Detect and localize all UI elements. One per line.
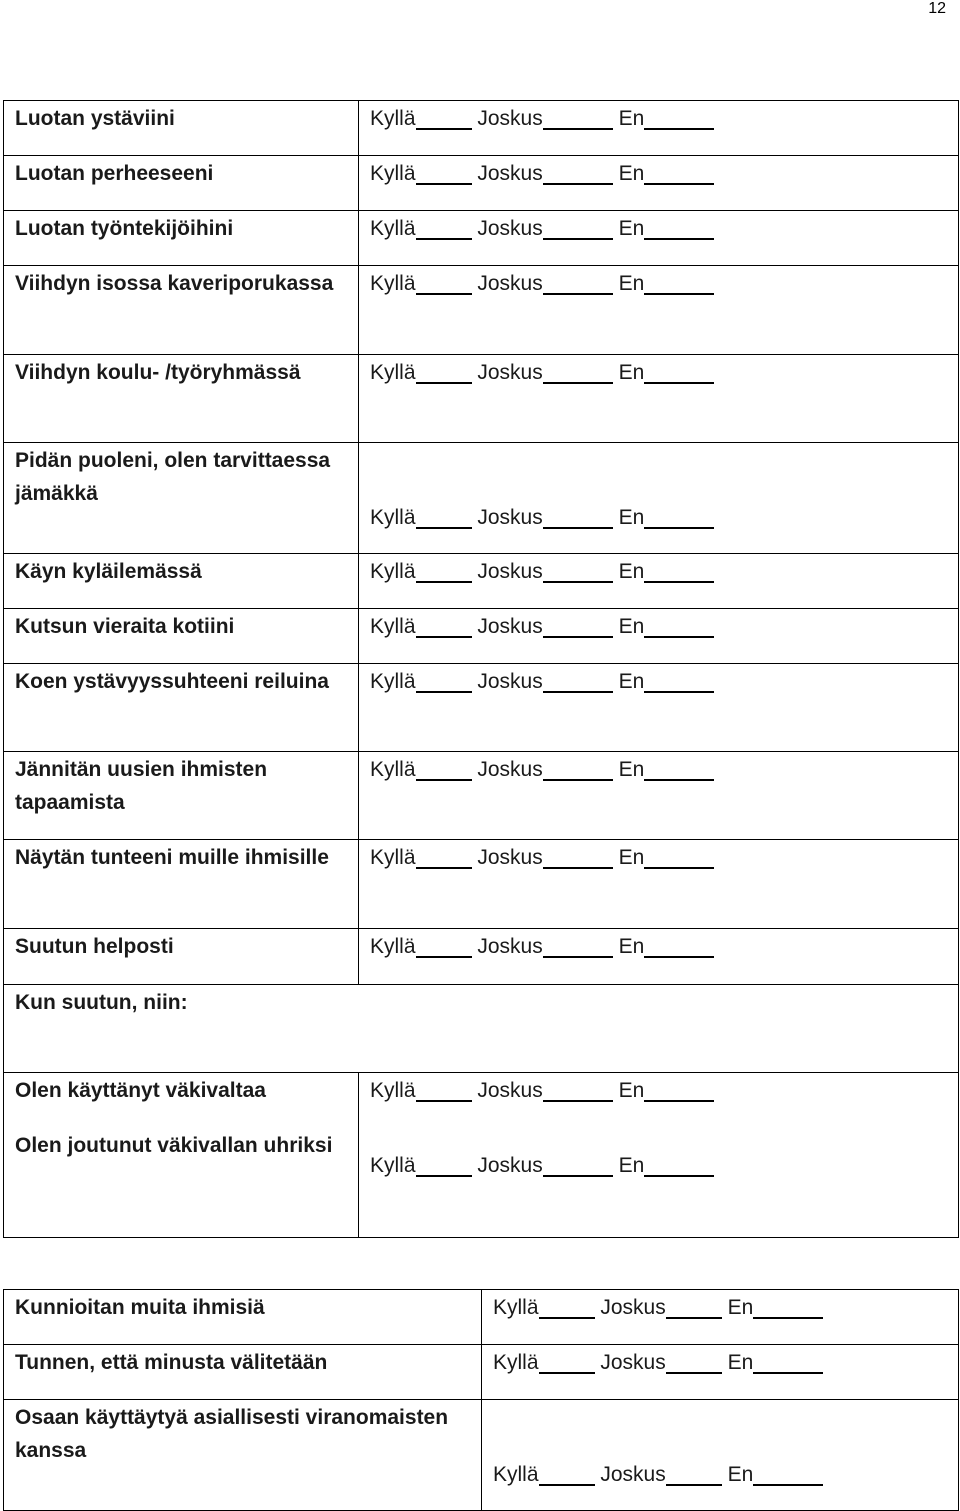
answer-yes: Kyllä	[370, 758, 416, 781]
answer-yes: Kyllä	[370, 846, 416, 869]
answer-cell	[359, 1073, 959, 1238]
answer-maybe: Joskus	[477, 758, 543, 781]
answer-maybe: Joskus	[477, 272, 543, 295]
answer-yes-blank[interactable]	[539, 1348, 595, 1374]
answer-yes-blank[interactable]	[416, 1151, 472, 1177]
answer-maybe-blank[interactable]	[666, 1348, 722, 1374]
answer-no: En	[618, 1079, 645, 1102]
answer-no-blank[interactable]	[644, 104, 714, 130]
answer-maybe: Joskus	[477, 935, 543, 958]
question-label: Viihdyn koulu- /työryhmässä	[15, 361, 301, 384]
answer-maybe: Joskus	[477, 670, 543, 693]
answer-cell	[482, 1345, 959, 1400]
answer-options	[359, 840, 958, 874]
answer-no: En	[618, 615, 645, 638]
answer-maybe-blank[interactable]	[666, 1460, 722, 1486]
answer-maybe-blank[interactable]	[543, 1151, 613, 1177]
answer-no: En	[727, 1296, 754, 1319]
answer-maybe-blank[interactable]	[543, 932, 613, 958]
answer-cell	[359, 752, 959, 840]
answer-no: En	[618, 272, 645, 295]
answer-no: En	[618, 217, 645, 240]
answer-no-blank[interactable]	[644, 1151, 714, 1177]
answer-yes-blank[interactable]	[416, 159, 472, 185]
question-label: Luotan työntekijöihini	[15, 217, 234, 240]
answer-no-blank[interactable]	[644, 503, 714, 529]
answer-yes-blank[interactable]	[416, 358, 472, 384]
answer-yes-blank[interactable]	[416, 755, 472, 781]
answer-cell	[359, 156, 959, 211]
answer-no: En	[618, 560, 645, 583]
answer-yes-blank[interactable]	[416, 104, 472, 130]
question-label: Käyn kyläilemässä	[15, 560, 202, 583]
answer-options	[359, 1107, 958, 1182]
answer-options	[359, 929, 958, 963]
answer-cell	[359, 609, 959, 664]
answer-no: En	[618, 846, 645, 869]
answer-options	[359, 101, 958, 135]
answer-no-blank[interactable]	[644, 755, 714, 781]
answer-maybe: Joskus	[477, 615, 543, 638]
question-row	[4, 1290, 959, 1345]
answer-cell	[359, 266, 959, 355]
answer-cell	[482, 1290, 959, 1345]
answer-options	[359, 500, 958, 534]
question-label: Näytän tunteeni muille ihmisille	[15, 846, 329, 869]
page-number: 12	[928, 0, 946, 17]
answer-maybe: Joskus	[477, 846, 543, 869]
answer-yes: Kyllä	[370, 1079, 416, 1102]
answer-no: En	[618, 670, 645, 693]
answer-options	[359, 211, 958, 245]
answer-no-blank[interactable]	[644, 214, 714, 240]
answer-no-blank[interactable]	[753, 1460, 823, 1486]
answer-no: En	[727, 1463, 754, 1486]
question-label: Koen ystävyyssuhteeni reiluina	[15, 670, 329, 693]
answer-maybe: Joskus	[600, 1463, 666, 1486]
section-heading-row	[4, 985, 959, 1073]
answer-maybe-blank[interactable]	[666, 1293, 722, 1319]
answer-yes: Kyllä	[370, 615, 416, 638]
answer-maybe: Joskus	[477, 506, 543, 529]
question-label: Luotan ystäviini	[15, 107, 175, 130]
answer-yes: Kyllä	[370, 361, 416, 384]
answer-maybe-blank[interactable]	[543, 612, 613, 638]
answer-cell	[359, 443, 959, 554]
answer-cell	[359, 840, 959, 929]
question-row	[4, 211, 959, 266]
answer-cell	[359, 355, 959, 443]
answer-maybe: Joskus	[477, 1154, 543, 1177]
answer-options	[359, 156, 958, 190]
question-label: Suutun helposti	[15, 935, 174, 958]
section-heading: Kun suutun, niin:	[15, 991, 188, 1014]
answer-options	[359, 1073, 958, 1107]
question-label: Kutsun vieraita kotiini	[15, 615, 235, 638]
question-row	[4, 355, 959, 443]
question-label: Pidän puoleni, olen tarvittaessa jämäkkä	[15, 449, 331, 505]
question-row	[4, 554, 959, 609]
answer-maybe: Joskus	[477, 1079, 543, 1102]
answer-no-blank[interactable]	[644, 843, 714, 869]
answer-yes: Kyllä	[370, 162, 416, 185]
answer-yes-blank[interactable]	[416, 214, 472, 240]
answer-yes: Kyllä	[493, 1463, 539, 1486]
answer-yes: Kyllä	[493, 1296, 539, 1319]
question-row	[4, 1073, 959, 1128]
answer-maybe-blank[interactable]	[543, 214, 613, 240]
answer-options	[359, 355, 958, 389]
answer-maybe: Joskus	[477, 560, 543, 583]
answer-yes: Kyllä	[370, 272, 416, 295]
answer-options	[482, 1345, 958, 1379]
question-row	[4, 156, 959, 211]
answer-maybe-blank[interactable]	[543, 358, 613, 384]
answer-no-blank[interactable]	[644, 358, 714, 384]
answer-cell	[359, 664, 959, 752]
answer-no-blank[interactable]	[753, 1293, 823, 1319]
answer-no-blank[interactable]	[644, 612, 714, 638]
answer-maybe-blank[interactable]	[543, 667, 613, 693]
answer-cell	[359, 554, 959, 609]
answer-maybe: Joskus	[477, 361, 543, 384]
answer-yes-blank[interactable]	[539, 1293, 595, 1319]
answer-yes-blank[interactable]	[539, 1460, 595, 1486]
answer-no-blank[interactable]	[644, 667, 714, 693]
answer-options	[482, 1457, 958, 1491]
question-row	[4, 609, 959, 664]
question-label: Olen joutunut väkivallan uhriksi	[15, 1133, 333, 1157]
answer-yes-blank[interactable]	[416, 269, 472, 295]
answer-no: En	[618, 1154, 645, 1177]
answer-no-blank[interactable]	[644, 557, 714, 583]
questionnaire-table-2	[3, 1289, 959, 1511]
answer-maybe: Joskus	[477, 217, 543, 240]
answer-maybe-blank[interactable]	[543, 269, 613, 295]
questionnaire-table-1	[3, 100, 959, 1238]
answer-maybe: Joskus	[477, 162, 543, 185]
answer-yes: Kyllä	[370, 670, 416, 693]
answer-no-blank[interactable]	[644, 269, 714, 295]
question-row	[4, 840, 959, 929]
answer-no-blank[interactable]	[753, 1348, 823, 1374]
question-row	[4, 664, 959, 752]
answer-yes: Kyllä	[370, 560, 416, 583]
answer-yes-blank[interactable]	[416, 557, 472, 583]
answer-maybe-blank[interactable]	[543, 1076, 613, 1102]
answer-yes: Kyllä	[370, 935, 416, 958]
question-row	[4, 443, 959, 554]
answer-yes: Kyllä	[493, 1351, 539, 1374]
answer-no: En	[618, 935, 645, 958]
answer-maybe-blank[interactable]	[543, 843, 613, 869]
question-row	[4, 1345, 959, 1400]
question-label: Jännitän uusien ihmisten tapaamista	[15, 758, 268, 814]
answer-cell	[482, 1400, 959, 1511]
answer-maybe-blank[interactable]	[543, 159, 613, 185]
answer-no: En	[618, 162, 645, 185]
question-label: Osaan käyttäytyä asiallisesti viranomaisten kanssa	[15, 1406, 449, 1462]
answer-yes-blank[interactable]	[416, 667, 472, 693]
question-label: Olen käyttänyt väkivaltaa	[15, 1079, 266, 1102]
answer-yes-blank[interactable]	[416, 1076, 472, 1102]
question-label: Luotan perheeseeni	[15, 162, 214, 185]
answer-yes-blank[interactable]	[416, 503, 472, 529]
answer-no: En	[618, 107, 645, 130]
answer-cell	[359, 101, 959, 156]
answer-cell	[359, 929, 959, 985]
answer-yes-blank[interactable]	[416, 932, 472, 958]
answer-maybe-blank[interactable]	[543, 557, 613, 583]
question-row	[4, 929, 959, 985]
answer-no: En	[618, 758, 645, 781]
answer-yes-blank[interactable]	[416, 843, 472, 869]
answer-cell	[359, 211, 959, 266]
answer-maybe-blank[interactable]	[543, 104, 613, 130]
answer-maybe: Joskus	[477, 107, 543, 130]
question-row	[4, 1400, 959, 1511]
answer-maybe-blank[interactable]	[543, 755, 613, 781]
answer-maybe: Joskus	[600, 1296, 666, 1319]
answer-no: En	[618, 506, 645, 529]
answer-yes-blank[interactable]	[416, 612, 472, 638]
answer-maybe: Joskus	[600, 1351, 666, 1374]
answer-options	[482, 1290, 958, 1324]
answer-options	[359, 609, 958, 643]
answer-options	[359, 664, 958, 698]
question-label: Tunnen, että minusta välitetään	[15, 1351, 328, 1374]
answer-maybe-blank[interactable]	[543, 503, 613, 529]
answer-options	[359, 266, 958, 300]
answer-no-blank[interactable]	[644, 159, 714, 185]
question-label: Viihdyn isossa kaveriporukassa	[15, 272, 334, 295]
question-label: Kunnioitan muita ihmisiä	[15, 1296, 265, 1319]
question-row	[4, 752, 959, 840]
answer-no: En	[618, 361, 645, 384]
answer-options	[359, 554, 958, 588]
answer-no-blank[interactable]	[644, 1076, 714, 1102]
answer-yes: Kyllä	[370, 217, 416, 240]
question-row	[4, 266, 959, 355]
answer-options	[359, 752, 958, 786]
question-row	[4, 101, 959, 156]
answer-yes: Kyllä	[370, 506, 416, 529]
answer-yes: Kyllä	[370, 107, 416, 130]
answer-no: En	[727, 1351, 754, 1374]
answer-yes: Kyllä	[370, 1154, 416, 1177]
answer-no-blank[interactable]	[644, 932, 714, 958]
